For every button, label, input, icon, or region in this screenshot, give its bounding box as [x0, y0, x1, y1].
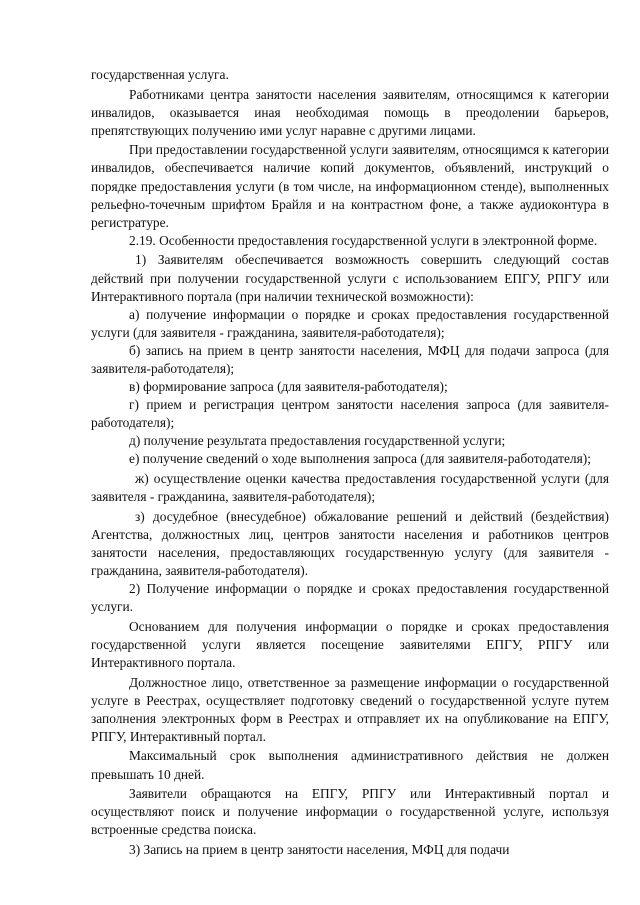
paragraph: Работниками центра занятости населения заявителям, относящимся к категории инвалидов, оказывается иная необходимая помощь в преодолении барьеров, препятствующих получению ими услуг наравне с другими лицами. — [91, 86, 609, 138]
list-item: г) прием и регистрация центром занятости населения запроса (для заявителя-работодателя); — [91, 397, 609, 431]
list-item: а) получение информации о порядке и сроках предоставления государственной услуги (для заявителя - гражданина, заявителя-работодателя); — [91, 306, 609, 340]
list-item: в) формирование запроса (для заявителя-работодателя); — [129, 379, 448, 395]
paragraph: Основанием для получения информации о порядке и сроках предоставления государственной услуги является посещение заявителями ЕПГУ, РПГУ или Интерактивного портала. — [91, 618, 609, 670]
document-body — [91, 66, 609, 859]
list-item: б) запись на прием в центр занятости населения, МФЦ для подачи запроса (для заявителя-работодателя); — [91, 342, 609, 376]
list-item: з) досудебное (внесудебное) обжалование решений и действий (бездействия) Агентства, должностных лиц, центров занятости населения и работников центров занятости населения, предоставляющих государственную услугу (для заявителя - гражданина, заявителя-работодателя). — [91, 508, 609, 579]
paragraph: Максимальный срок выполнения административного действия не должен превышать 10 дней. — [91, 748, 609, 782]
paragraph: 3) Запись на прием в центр занятости населения, МФЦ для подачи — [129, 841, 510, 857]
paragraph: При предоставлении государственной услуги заявителям, относящимся к категории инвалидов, обеспечивается наличие копий документов, объявлений, инструкций о порядке предоставления услуги (в том числе, на информационном стенде), выполненных рельефно-точечным шрифтом Брайля и на контрастном фоне, а также аудиоконтура в регистратуре. — [91, 142, 609, 230]
section-heading: 2.19. Особенности предоставления государственной услуги в электронной форме. — [129, 232, 598, 248]
paragraph: Должностное лицо, ответственное за размещение информации о государственной услуге в Реестрах, осуществляет подготовку сведений о государственной услуге путем заполнения электронных форм в Реестрах и отправляет их на опубликование на ЕПГУ, РПГУ, Интерактивный портал. — [91, 674, 609, 744]
paragraph: Заявители обращаются на ЕПГУ, РПГУ или Интерактивный портал и осуществляют поиск и получение информации о государственной услуге, используя встроенные средства поиска. — [91, 786, 609, 838]
paragraph: государственная услуга. — [91, 67, 229, 82]
paragraph: 1) Заявителям обеспечивается возможность совершить следующий состав действий при получении государственной услуги с использованием ЕПГУ, РПГУ или Интерактивного портала (при наличии технической возможности): — [91, 252, 609, 304]
list-item: ж) осуществление оценки качества предоставления государственной услуги (для заявителя - гражданина, заявителя-работодателя); — [91, 471, 609, 505]
paragraph: 2) Получение информации о порядке и сроках предоставления государственной услуги. — [91, 581, 609, 615]
list-item: д) получение результата предоставления государственной услуги; — [129, 433, 506, 449]
list-item: е) получение сведений о ходе выполнения запроса (для заявителя-работодателя); — [129, 451, 591, 467]
